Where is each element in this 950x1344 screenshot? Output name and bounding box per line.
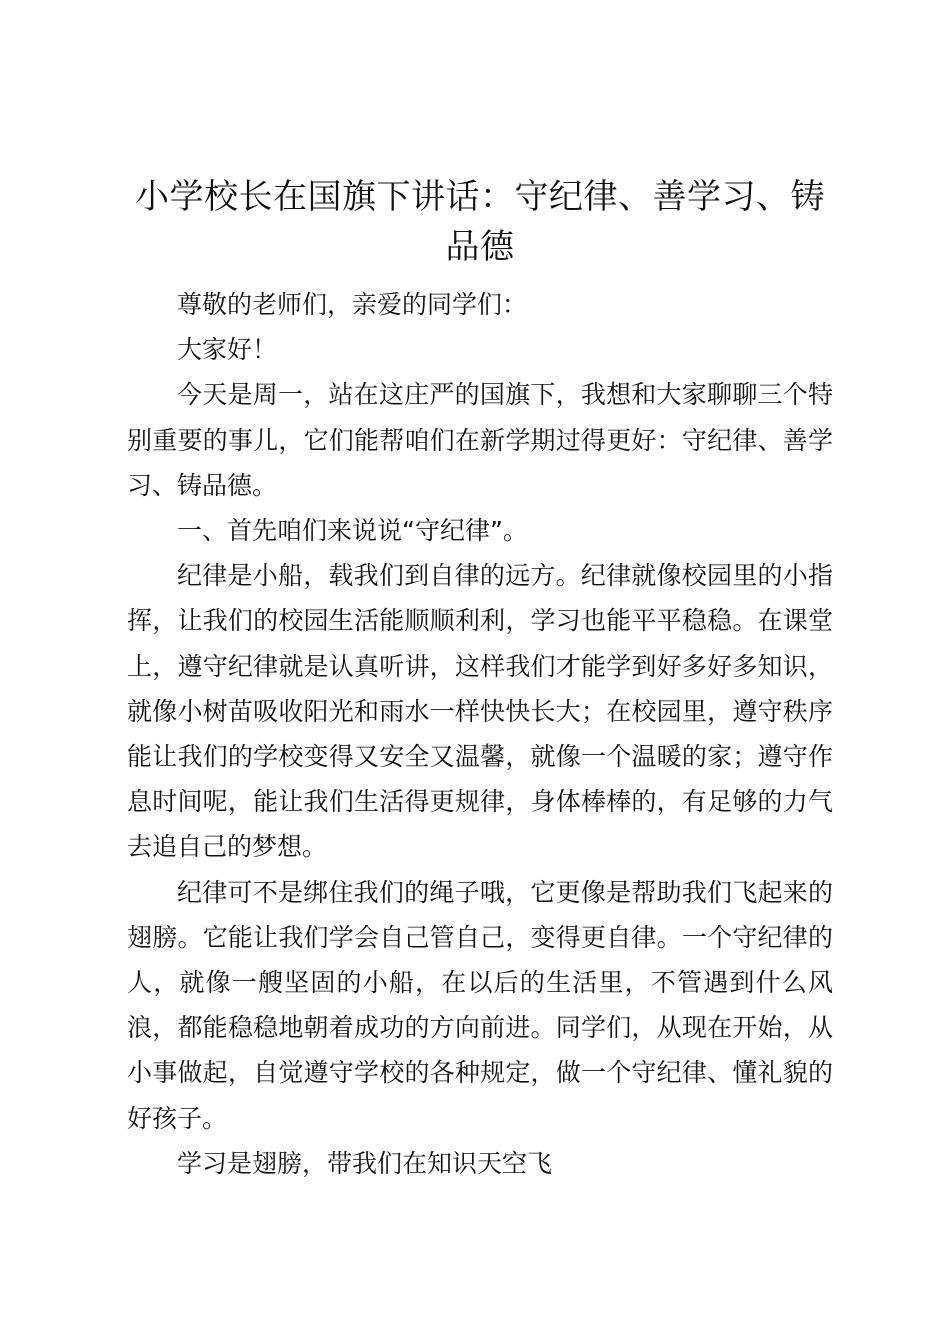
- document-page: [127, 172, 833, 1186]
- paragraph-greeting: 大家好！: [177, 335, 278, 365]
- paragraph-intro: 今天是周一，站在这庄严的国旗下，我想和大家聊聊三个特别重要的事儿，它们能帮咱们在新学期过得更好：守纪律、善学习、铸品德。: [127, 380, 833, 500]
- paragraph-section-heading: 一、首先咱们来说说“守纪律”。: [177, 516, 528, 546]
- document-title: 小学校长在国旗下讲话：守纪律、善学习、铸品德: [135, 177, 825, 267]
- paragraph-salutation: 尊敬的老师们，亲爱的同学们：: [177, 290, 528, 319]
- paragraph-discipline-2: 纪律可不是绑住我们的绳子哦，它更像是帮助我们飞起来的翅膀。它能让我们学会自己管自己，变得更自律。一个守纪律的人，就像一艘坚固的小船，在以后的生活里，不管遇到什么风浪，都能稳稳地朝着成功的方向前进。同学们，从现在开始，从小事做起，自觉遵守学校的各种规定，做一个守纪律、懂礼貌的好孩子。: [127, 877, 833, 1133]
- paragraph-learning: 学习是翅膀，带我们在知识天空飞: [177, 1148, 553, 1178]
- paragraph-discipline-1: 纪律是小船，载我们到自律的远方。纪律就像校园里的小指挥，让我们的校园生活能顺顺利利，学习也能平平稳稳。在课堂上，遵守纪律就是认真听讲，这样我们才能学到好多好多知识，就像小树苗吸收阳光和雨水一样快快长大；在校园里，遵守秩序能让我们的学校变得又安全又温馨，就像一个温暖的家；遵守作息时间呢，能让我们生活得更规律，身体棒棒的，有足够的力气去追自己的梦想。: [127, 561, 833, 862]
